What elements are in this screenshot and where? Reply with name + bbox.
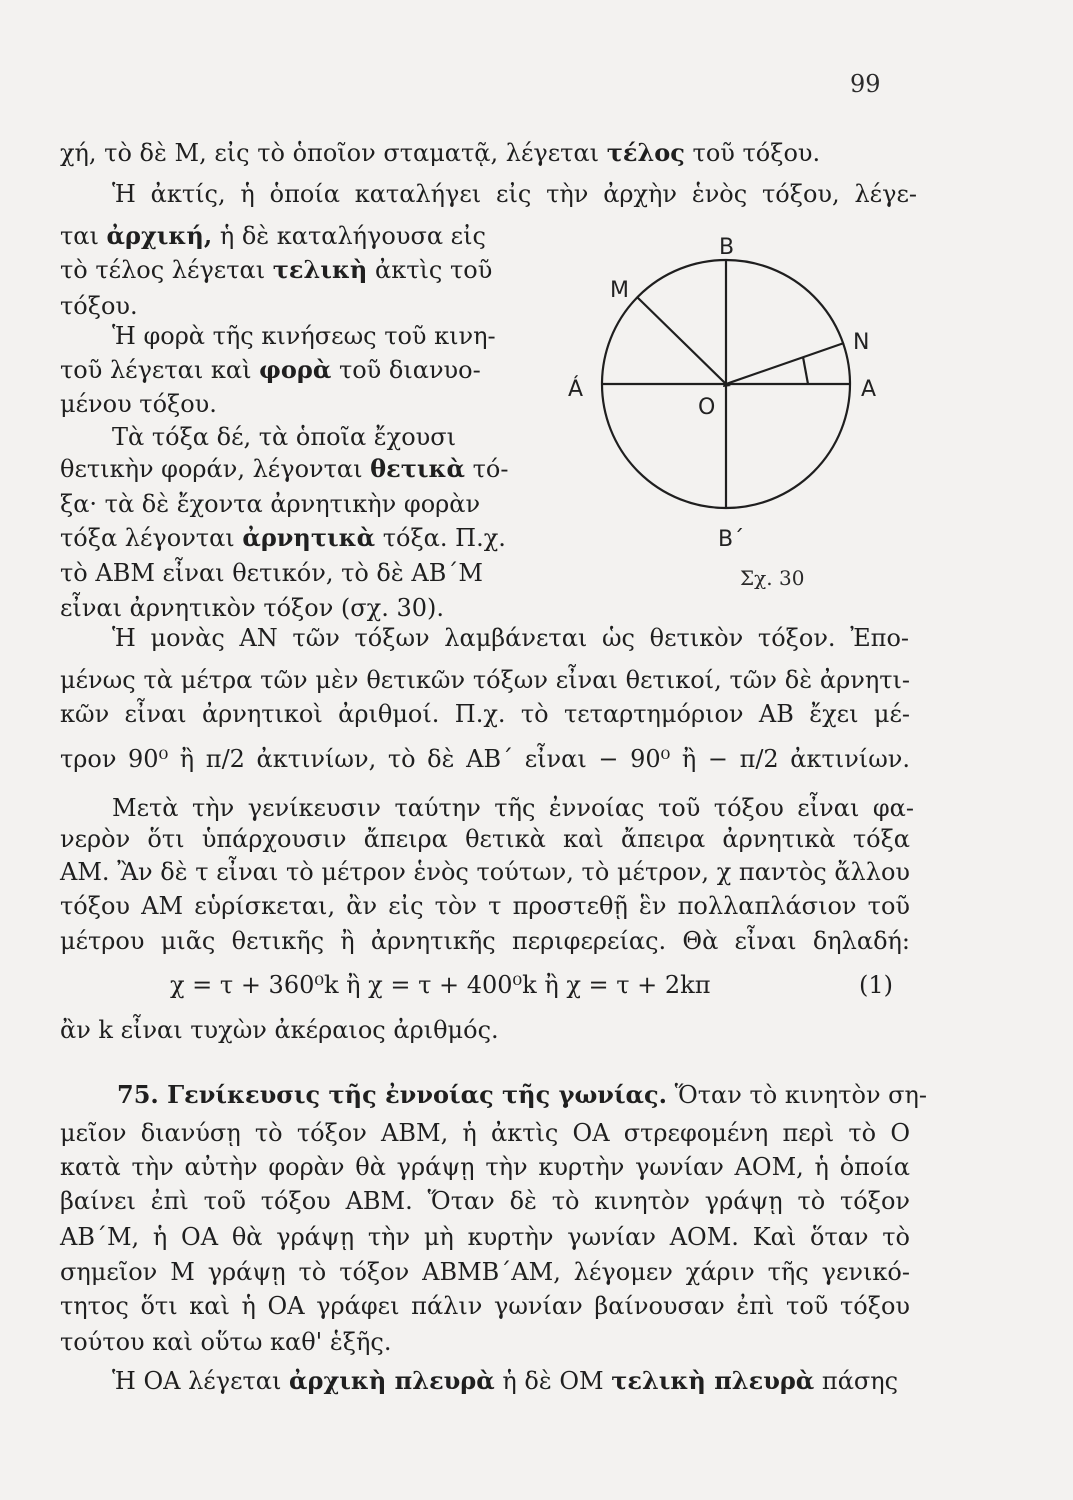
text-line-13: τὸ ΑΒΜ εἶναι θετικόν, τὸ δὲ ΑΒ΄Μ	[60, 559, 483, 587]
text-line-17: κῶν εἶναι ἀρνητικοὶ ἀριθμοί. Π.χ. τὸ τεταρτημόριον ΑΒ ἔχει μέ-	[60, 700, 910, 728]
figure-caption: Σχ. 30	[740, 566, 805, 590]
line-10-a: θετικὴν φοράν, λέγονται	[60, 455, 363, 483]
line-10-b: τό-	[472, 455, 509, 483]
line-4-bold: τελικὴ	[272, 255, 368, 284]
line-4-a: τὸ τέλος λέγεται	[60, 256, 266, 284]
text-line-26	[117, 1079, 928, 1111]
text-line-10	[60, 453, 508, 485]
label-O: O	[698, 395, 716, 420]
line-34-bold-2: τελικὴ πλευρὰ	[611, 1366, 815, 1395]
text-line-9: Τὰ τόξα δέ, τὰ ὁποῖα ἔχουσι	[112, 423, 457, 451]
text-line-20: νερὸν ὅτι ὑπάρχουσιν ἄπειρα θετικὰ καὶ ἄπειρα ἀρνητικὰ τόξα	[60, 825, 910, 853]
line-34-b: ἡ δὲ ΟΜ	[502, 1367, 604, 1395]
text-line-32: τητος ὅτι καὶ ἡ ΟΑ γράφει πάλιν γωνίαν βαίνουσαν ἐπὶ τοῦ τόξου	[60, 1292, 910, 1320]
text-line-4	[60, 254, 492, 286]
text-line-1	[60, 137, 820, 169]
text-line-16: μένως τὰ μέτρα τῶν μὲν θετικῶν τόξων εἶναι θετικοί, τῶν δὲ ἀρνητι-	[60, 666, 910, 694]
line-34-a: Ἡ ΟΑ λέγεται	[112, 1367, 282, 1395]
text-line-27: μεῖον διανύσῃ τὸ τόξον ΑΒΜ, ἡ ἀκτὶς ΟΑ στρεφομένη περὶ τὸ Ο	[60, 1119, 910, 1147]
text-line-21: ΑΜ. Ἂν δὲ τ εἶναι τὸ μέτρον ἑνὸς τούτων, τὸ μέτρον, χ παντὸς ἄλλου	[60, 858, 910, 886]
text-line-34	[112, 1365, 917, 1397]
text-line-22: τόξου ΑΜ εὑρίσκεται, ἂν εἰς τὸν τ προστεθῇ ἓν πολλαπλάσιον τοῦ	[60, 892, 910, 920]
line-1-bold: τέλος	[606, 138, 685, 167]
line-10-bold: θετικὰ	[370, 454, 465, 483]
line-12-b: τόξα. Π.χ.	[382, 524, 506, 552]
line-4-b: ἀκτὶς τοῦ	[375, 256, 493, 284]
line-7-bold: φορὰ	[259, 355, 332, 384]
text-line-3	[60, 220, 486, 252]
line-3-bold: ἀρχική,	[106, 221, 213, 250]
line-34-c: πάσης	[821, 1367, 899, 1395]
text-line-8: μένου τόξου.	[60, 390, 217, 418]
radius-ON	[726, 343, 844, 384]
page-number: 99	[850, 70, 881, 98]
equation-number: (1)	[859, 971, 893, 999]
label-B: B	[719, 235, 735, 260]
text-line-23: μέτρου μιᾶς θετικῆς ἢ ἀρνητικῆς περιφερείας. Θὰ εἶναι δηλαδή:	[60, 927, 910, 955]
text-line-29: βαίνει ἐπὶ τοῦ τόξου ΑΒΜ. Ὅταν δὲ τὸ κινητὸν γράψῃ τὸ τόξον	[60, 1187, 910, 1215]
text-line-18: τρον 90⁰ ἢ π/2 ἀκτινίων, τὸ δὲ ΑΒ΄ εἶναι − 90⁰ ἢ − π/2 ἀκτινίων.	[60, 745, 910, 773]
line-3-b: ἡ δὲ καταλήγουσα εἰς	[219, 222, 486, 250]
line-34-bold-1: ἀρχικὴ πλευρὰ	[289, 1366, 495, 1395]
text-line-12	[60, 522, 506, 554]
text-line-5: τόξου.	[60, 292, 138, 320]
section-line-rest: Ὅταν τὸ κινητὸν ση-	[674, 1081, 928, 1109]
line-1-text: χή, τὸ δὲ Μ, εἰς τὸ ὁποῖον σταματᾷ, λέγεται	[60, 139, 600, 167]
label-M: M	[610, 278, 629, 303]
small-arc-mark	[803, 357, 808, 384]
text-line-31: σημεῖον Μ γράψῃ τὸ τόξον ΑΒΜΒ΄ΑΜ, λέγομεν χάριν τῆς γενικό-	[60, 1258, 910, 1286]
text-line-28: κατὰ τὴν αὐτὴν φορὰν θὰ γράψῃ τὴν κυρτὴν γωνίαν ΑΟΜ, ἡ ὁποία	[60, 1153, 910, 1181]
radius-OM	[637, 297, 726, 384]
text-line-14: εἶναι ἀρνητικὸν τόξον (σχ. 30).	[60, 594, 445, 622]
text-line-11: ξα· τὰ δὲ ἔχοντα ἀρνητικὴν φορὰν	[60, 490, 481, 518]
line-3-a: ται	[60, 222, 99, 250]
text-line-30: ΑΒ΄Μ, ἡ ΟΑ θὰ γράψῃ τὴν μὴ κυρτὴν γωνίαν ΑΟΜ. Καὶ ὅταν τὸ	[60, 1223, 910, 1251]
section-title: 75. Γενίκευσις τῆς ἐννοίας τῆς γωνίας.	[117, 1080, 667, 1109]
text-line-7	[60, 354, 481, 386]
text-line-24: χ = τ + 360⁰k ἢ χ = τ + 400⁰k ἢ χ = τ + 2kπ	[170, 971, 711, 999]
figure-30	[548, 225, 898, 600]
label-A: A	[861, 377, 877, 402]
line-12-bold: ἀρνητικὰ	[242, 523, 376, 552]
text-line-19: Μετὰ τὴν γενίκευσιν ταύτην τῆς ἐννοίας τοῦ τόξου εἶναι φα-	[112, 794, 914, 822]
text-line-25: ἂν k εἶναι τυχὼν ἀκέραιος ἀριθμός.	[60, 1016, 499, 1044]
unit-circle-diagram	[548, 225, 898, 600]
label-B-prime: B΄	[718, 527, 745, 552]
line-12-a: τόξα λέγονται	[60, 524, 235, 552]
text-line-6: Ἡ φορὰ τῆς κινήσεως τοῦ κινη-	[112, 322, 496, 350]
line-7-a: τοῦ λέγεται καὶ	[60, 356, 252, 384]
text-line-33: τούτου καὶ οὕτω καθ' ἑξῆς.	[60, 1328, 392, 1356]
text-line-2: Ἡ ἀκτίς, ἡ ὁποία καταλήγει εἰς τὴν ἀρχὴν ἑνὸς τόξου, λέγε-	[112, 180, 917, 208]
text-line-15: Ἡ μονὰς ΑΝ τῶν τόξων λαμβάνεται ὡς θετικὸν τόξον. Ἐπο-	[112, 624, 909, 652]
line-1-end: τοῦ τόξου.	[692, 139, 821, 167]
label-N: N	[853, 330, 870, 355]
label-A-prime: Á	[568, 377, 584, 402]
line-7-b: τοῦ διανυο-	[338, 356, 481, 384]
